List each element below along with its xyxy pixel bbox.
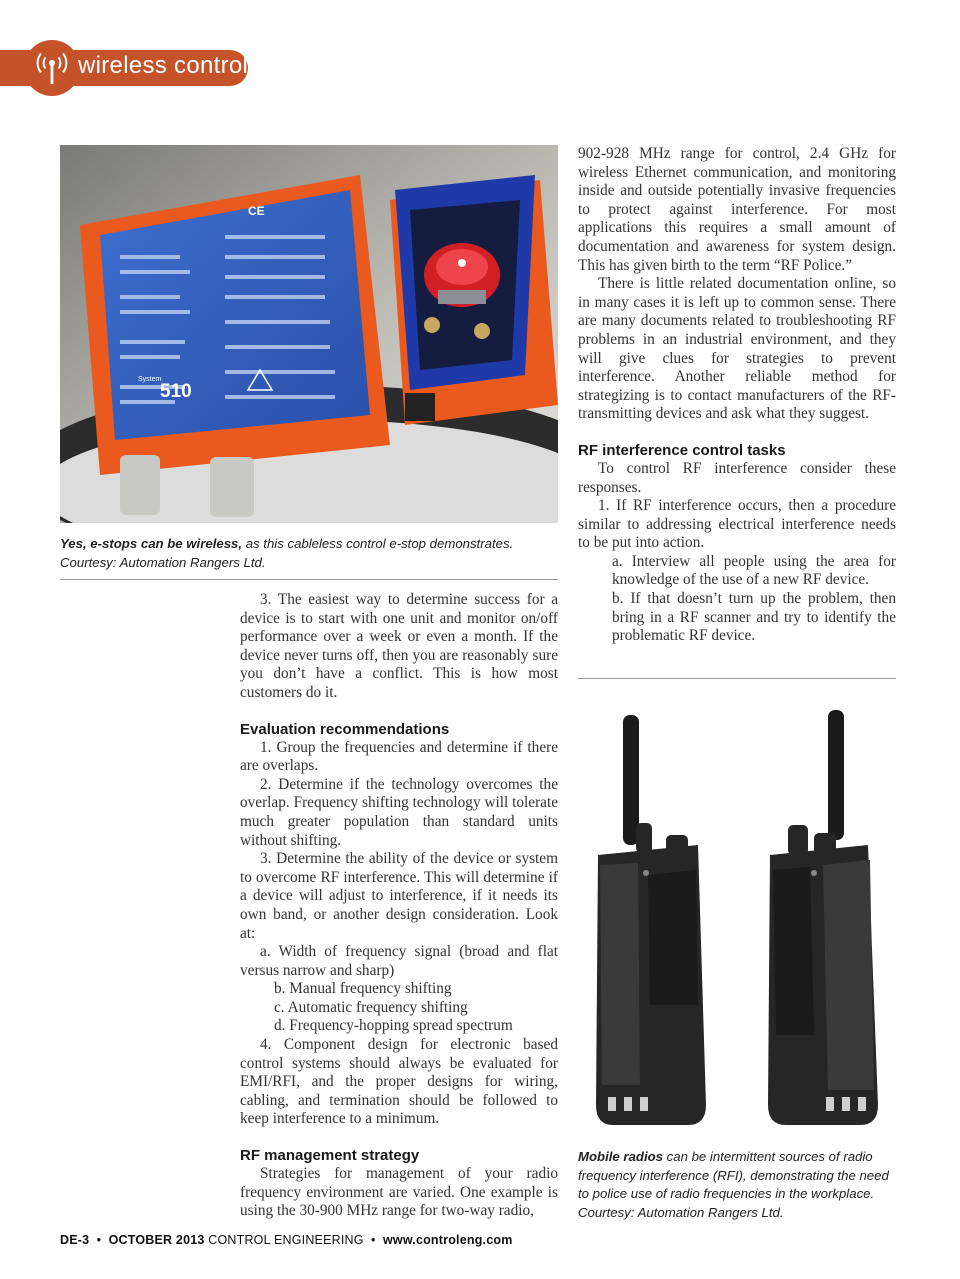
panel-model-text: 510 (160, 381, 192, 402)
footer-bullet: • (96, 1233, 102, 1247)
wireless-antenna-icon (34, 48, 70, 88)
estop-photo (60, 145, 558, 523)
caption-divider (60, 579, 558, 580)
paragraph: 3. Determine the ability of the device or system to overcome RF interference. This will determine if a device will adjust to interference, if it needs its own band, or another design consideration. Look at: (240, 850, 558, 942)
section-heading: Evaluation recommendations (240, 720, 450, 738)
list-item: b. Manual frequency shifting (274, 980, 452, 998)
issue-date: OCTOBER 2013 (108, 1233, 205, 1247)
radios-caption-text: can be intermittent sources of radio frequency interference (RFI), demonstrating the need to police use of radio frequencies in the workplace. Courtesy: Automation Rangers Ltd. (578, 1149, 889, 1220)
radios-caption (578, 1148, 898, 1222)
right-column (578, 145, 896, 646)
estop-caption-text: as this cableless control e-stop demonstrates. Courtesy: Automation Rangers Ltd. (60, 536, 514, 570)
paragraph: 1. If RF interference occurs, then a procedure similar to addressing electrical interference needs to be put into action. (578, 497, 896, 552)
list-item: a. Interview all people using the area for knowledge of the use of a new RF device. (612, 552, 896, 589)
paragraph: a. Width of frequency signal (broad and flat versus narrow and sharp) (240, 943, 558, 979)
paragraph: 902-928 MHz range for control, 2.4 GHz for wireless Ethernet communication, and monitoring inside and outside potentially invasive frequencies to protect against interference. For most applications this requires a small amount of documentation and awareness for system design. This has given birth to the term “RF Police.” (578, 145, 896, 274)
panel-system-text: System (138, 376, 162, 383)
estop-caption-lead: Yes, e-stops can be wireless, (60, 536, 243, 551)
paragraph: 1. Group the frequencies and determine if there are overlaps. (240, 738, 558, 775)
page-number: DE-3 (60, 1233, 90, 1247)
page-footer (60, 1233, 513, 1247)
section-heading: RF interference control tasks (578, 441, 786, 459)
paragraph: There is little related documentation online, so in many cases it is left up to common sense. There are many documents related to troubleshooting RF problems in an industrial environment, and they will give clues for strategies to prevent interference. Another reliable method for strategizing is to contact manufacturers of the RF-transmitting devices and ask what they suggest. (578, 275, 896, 423)
list-item: b. If that doesn’t turn up the problem, then bring in a RF scanner and try to identify the problematic RF device. (612, 590, 896, 645)
section-heading: RF management strategy (240, 1147, 420, 1165)
footer-bullet: • (371, 1233, 376, 1247)
paragraph: 2. Determine if the technology overcomes the overlap. Frequency shifting technology will tolerate much greater population than standard units without shifting. (240, 775, 558, 849)
paragraph: To control RF interference consider these responses. (578, 459, 896, 496)
list-item: d. Frequency-hopping spread spectrum (274, 1017, 513, 1035)
list-item: c. Automatic frequency shifting (274, 998, 468, 1016)
paragraph: 3. The easiest way to determine success for a device is to start with one unit and monitor on/off performance over a week or even a month. If the device never turns off, then you are reasonably sure you don’t have a conflict. This is how most customers do it. (240, 591, 558, 701)
radio-right (768, 710, 878, 1125)
magazine-name: CONTROL ENGINEERING (208, 1233, 364, 1247)
paragraph: Strategies for management of your radio frequency environment are varied. One example is using the 30-900 MHz range for two-way radio, (240, 1165, 558, 1220)
ce-mark-text: CE (248, 204, 265, 218)
radios-photo (578, 705, 896, 1135)
section-divider (578, 678, 896, 679)
radio-left (596, 715, 706, 1125)
website-url: www.controleng.com (382, 1233, 513, 1247)
left-column (240, 591, 558, 1221)
paragraph: 4. Component design for electronic based control systems should always be evaluated for EMI/RFI, and the proper designs for wiring, cabling, and termination should be followed to keep interference to a minimum. (240, 1036, 558, 1128)
radios-caption-lead: Mobile radios (578, 1149, 663, 1164)
estop-caption (60, 535, 558, 572)
section-label: wireless control (78, 52, 249, 79)
